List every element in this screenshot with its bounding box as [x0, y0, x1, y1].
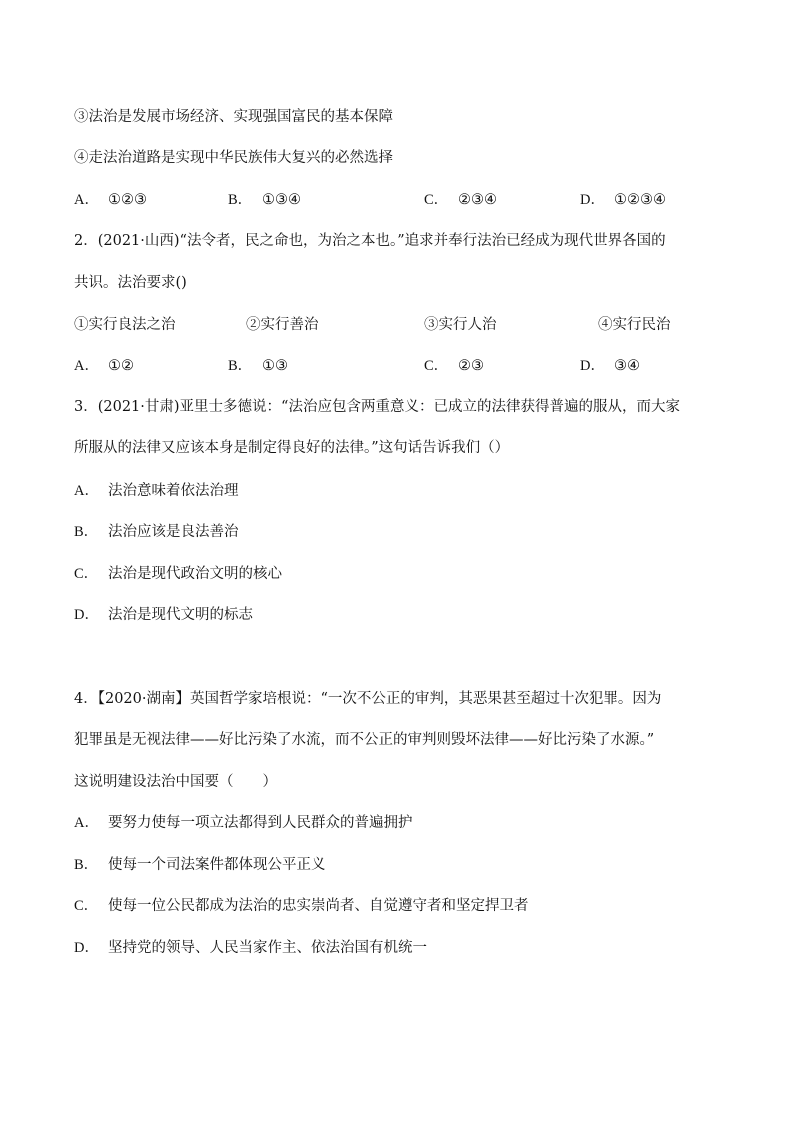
option-text: 要努力使每一项立法都得到人民群众的普遍拥护 — [108, 815, 413, 831]
q4-stem-line-1: 4．【2020·湖南】英国哲学家培根说：“一次不公正的审判，其恶果甚至超过十次犯罪。因为 — [74, 691, 662, 707]
q3-option-b — [74, 522, 239, 542]
q2-item-4: ④实行民治 — [598, 317, 671, 333]
option-text: 使每一位公民都成为法治的忠实崇尚者、自觉遵守者和坚定捍卫者 — [108, 898, 529, 914]
q2-stem-line-2: 共识。法治要求() — [74, 275, 187, 291]
q2-option-b — [228, 356, 288, 376]
option-text: ③④ — [614, 358, 640, 374]
option-letter: C． — [74, 898, 99, 914]
option-letter: D． — [74, 940, 99, 956]
q2-items — [74, 315, 734, 335]
q3-stem-line-2: 所服从的法律又应该本身是制定得良好的法律。”这句话告诉我们（） — [74, 440, 510, 456]
q2-options — [74, 356, 734, 376]
q2-item-3: ③实行人治 — [424, 317, 497, 333]
q4-option-c — [74, 896, 529, 916]
option-text: 使每一个司法案件都体现公平正义 — [108, 857, 326, 873]
option-text: 法治是现代文明的标志 — [108, 607, 253, 623]
option-letter: B． — [74, 857, 99, 873]
q4-stem-line-3: 这说明建设法治中国要（ ） — [74, 774, 277, 790]
option-letter: A． — [74, 483, 99, 499]
option-letter: D． — [74, 607, 99, 623]
option-text: ①③ — [262, 358, 288, 374]
option-letter: B． — [74, 524, 99, 540]
option-letter: A． — [74, 815, 99, 831]
option-text: 坚持党的领导、人民当家作主、依法治国有机统一 — [108, 940, 427, 956]
q3-option-c — [74, 564, 282, 584]
option-letter: B． — [228, 192, 253, 208]
option-text: ②③④ — [458, 192, 497, 208]
q1-option-c — [424, 190, 497, 210]
q2-option-a — [74, 356, 134, 376]
option-text: ①②③④ — [614, 192, 666, 208]
q1-option-a — [74, 190, 147, 210]
option-letter: D． — [580, 358, 605, 374]
q2-stem-line-1: 2．(2021·山西)“法令者，民之命也，为治之本也。”追求并奉行法治已经成为现代世界各国的 — [74, 233, 666, 249]
option-letter: D． — [580, 192, 605, 208]
option-text: ②③ — [458, 358, 484, 374]
q1-option-d — [580, 190, 666, 210]
q1-options — [74, 190, 734, 210]
option-text: 法治是现代政治文明的核心 — [108, 566, 282, 582]
q3-stem-line-1: 3．(2021·甘肃)亚里士多德说：“法治应包含两重意义：已成立的法律获得普遍的服从，而大家 — [74, 399, 680, 415]
option-text: 法治应该是良法善治 — [108, 524, 239, 540]
q3-option-a — [74, 481, 239, 501]
q4-stem-line-2: 犯罪虽是无视法律——好比污染了水流，而不公正的审判则毁坏法律——好比污染了水源。” — [74, 732, 655, 748]
option-letter: C． — [424, 192, 449, 208]
option-letter: C． — [424, 358, 449, 374]
q2-option-d — [580, 356, 640, 376]
q4-option-a — [74, 813, 413, 833]
statement-4: ④走法治道路是实现中华民族伟大复兴的必然选择 — [74, 150, 393, 166]
option-letter: A． — [74, 192, 99, 208]
option-letter: C． — [74, 566, 99, 582]
option-text: ①② — [108, 358, 134, 374]
option-letter: B． — [228, 358, 253, 374]
q2-item-2: ②实行善治 — [246, 317, 319, 333]
q3-option-d — [74, 605, 253, 625]
statement-3: ③法治是发展市场经济、实现强国富民的基本保障 — [74, 109, 393, 125]
q4-option-b — [74, 855, 326, 875]
option-text: ①③④ — [262, 192, 301, 208]
q4-option-d — [74, 938, 427, 958]
option-text: 法治意味着依法治理 — [108, 483, 239, 499]
option-text: ①②③ — [108, 192, 147, 208]
q2-option-c — [424, 356, 484, 376]
q1-option-b — [228, 190, 301, 210]
option-letter: A． — [74, 358, 99, 374]
q2-item-1: ①实行良法之治 — [74, 317, 176, 333]
